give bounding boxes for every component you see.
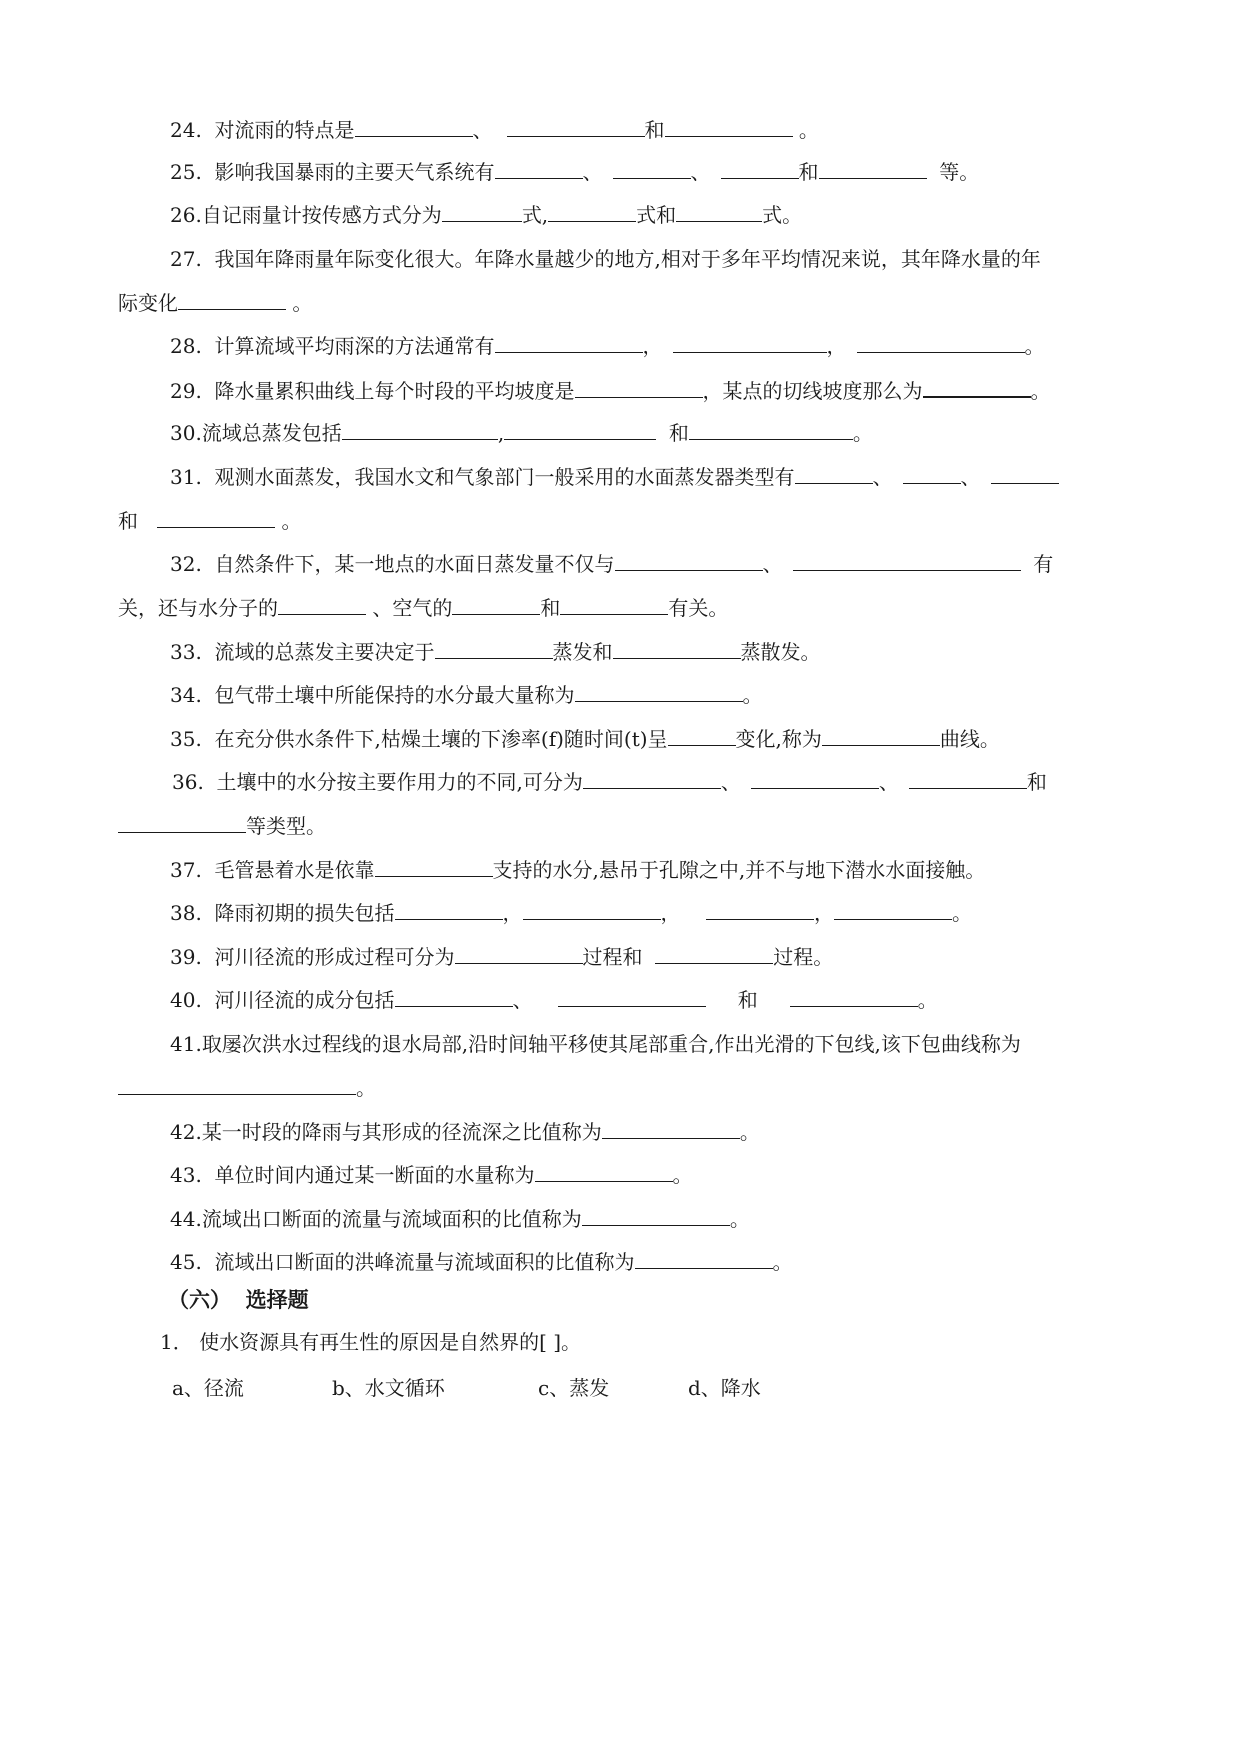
option-d[interactable]: d、降水: [688, 1376, 761, 1400]
question-25: 25. 影响我国暴雨的主要天气系统有 、 、 和 等。: [170, 160, 980, 184]
blank[interactable]: [613, 160, 691, 179]
blank[interactable]: [857, 334, 1025, 353]
blank[interactable]: [665, 118, 793, 137]
blank[interactable]: [923, 378, 1031, 398]
option-b[interactable]: b、水文循环: [332, 1376, 445, 1400]
option-a[interactable]: a、径流: [172, 1376, 244, 1400]
blank[interactable]: [793, 552, 1021, 571]
blank[interactable]: [903, 465, 961, 484]
blank[interactable]: [495, 160, 583, 179]
blank[interactable]: [909, 770, 1027, 789]
blank[interactable]: [655, 945, 773, 964]
blank[interactable]: [575, 379, 703, 398]
question-29: 29. 降水量累积曲线上每个时段的平均坡度是 ，某点的切线坡度那么为 。: [170, 379, 1051, 403]
question-26: 26.自记雨量计按传感方式分为 式, 式和 式。: [170, 203, 803, 227]
blank[interactable]: [558, 988, 706, 1007]
blank[interactable]: [118, 1076, 356, 1095]
blank[interactable]: [795, 465, 873, 484]
blank[interactable]: [706, 901, 814, 920]
blank[interactable]: [395, 988, 513, 1007]
blank[interactable]: [355, 118, 473, 137]
blank[interactable]: [395, 901, 503, 920]
blank[interactable]: [342, 421, 498, 440]
question-30: 30.流域总蒸发包括 , 和 。: [170, 421, 873, 445]
blank[interactable]: [278, 596, 366, 615]
option-c[interactable]: c、蒸发: [538, 1376, 610, 1400]
blank[interactable]: [118, 814, 246, 833]
question-41-cont: 。: [118, 1076, 376, 1100]
question-34: 34. 包气带土壤中所能保持的水分最大量称为 。: [170, 683, 763, 707]
question-39: 39. 河川径流的形成过程可分为 过程和 过程。: [170, 945, 834, 969]
blank[interactable]: [507, 118, 645, 137]
blank[interactable]: [673, 334, 827, 353]
blank[interactable]: [819, 160, 927, 179]
question-41: 41.取屡次洪水过程线的退水局部,沿时间轴平移使其尾部重合,作出光滑的下包线,该下包曲线称为: [170, 1032, 1021, 1056]
blank[interactable]: [602, 1120, 740, 1139]
question-45: 45. 流域出口断面的洪峰流量与流域面积的比值称为 。: [170, 1250, 793, 1274]
question-27-cont: 际变化 。: [118, 291, 313, 315]
question-31-cont: 和 。: [118, 509, 302, 533]
question-44: 44.流域出口断面的流量与流域面积的比值称为 。: [170, 1207, 750, 1231]
question-42: 42.某一时段的降雨与其形成的径流深之比值称为 。: [170, 1120, 760, 1144]
blank[interactable]: [375, 858, 493, 877]
blank[interactable]: [751, 770, 879, 789]
blank[interactable]: [548, 203, 636, 222]
section-heading: （六） 选择题: [168, 1288, 309, 1312]
blank[interactable]: [157, 509, 275, 528]
question-43: 43. 单位时间内通过某一断面的水量称为 。: [170, 1163, 693, 1187]
blank[interactable]: [583, 770, 721, 789]
blank[interactable]: [455, 945, 583, 964]
blank[interactable]: [613, 640, 741, 659]
blank[interactable]: [615, 552, 763, 571]
question-32-cont: 关，还与水分子的 、空气的 和 有关。: [118, 596, 729, 620]
blank[interactable]: [635, 1250, 773, 1269]
blank[interactable]: [435, 640, 553, 659]
blank[interactable]: [495, 334, 643, 353]
mc-question-1: 1． 使水资源具有再生性的原因是自然界的[ ]。: [160, 1330, 582, 1354]
blank[interactable]: [504, 421, 656, 440]
question-32: 32. 自然条件下，某一地点的水面日蒸发量不仅与 、 有: [170, 552, 1054, 576]
blank[interactable]: [834, 901, 952, 920]
blank[interactable]: [452, 596, 540, 615]
blank[interactable]: [523, 901, 661, 920]
blank[interactable]: [535, 1163, 673, 1182]
question-38: 38. 降雨初期的损失包括 ， ， ， 。: [170, 901, 972, 925]
blank[interactable]: [676, 203, 762, 222]
blank[interactable]: [721, 160, 799, 179]
blank[interactable]: [790, 988, 918, 1007]
blank[interactable]: [582, 1207, 730, 1226]
blank[interactable]: [178, 291, 286, 310]
blank[interactable]: [575, 683, 743, 702]
question-24: 24. 对流雨的特点是 、 和 。: [170, 118, 819, 142]
blank[interactable]: [991, 465, 1059, 484]
question-40: 40. 河川径流的成分包括 、 和 。: [170, 988, 938, 1012]
mc-options-1: [172, 1376, 808, 1400]
blank[interactable]: [822, 727, 940, 746]
blank[interactable]: [668, 727, 736, 746]
blank[interactable]: [689, 421, 853, 440]
question-27: 27. 我国年降雨量年际变化很大。年降水量越少的地方,相对于多年平均情况来说，其年降水量的年: [170, 247, 1041, 271]
question-36-cont: 等类型。: [118, 814, 326, 838]
question-33: 33. 流域的总蒸发主要决定于 蒸发和 蒸散发。: [170, 640, 821, 664]
blank[interactable]: [442, 203, 522, 222]
question-36: 36. 土壤中的水分按主要作用力的不同,可分为 、 、 和: [172, 770, 1047, 794]
blank[interactable]: [560, 596, 668, 615]
question-37: 37. 毛管悬着水是依靠 支持的水分,悬吊于孔隙之中,并不与地下潜水水面接触。: [170, 858, 986, 882]
question-28: 28. 计算流域平均雨深的方法通常有 ， ， 。: [170, 334, 1045, 358]
question-31: 31. 观测水面蒸发，我国水文和气象部门一般采用的水面蒸发器类型有 、 、: [170, 465, 1059, 489]
question-35: 35. 在充分供水条件下,枯燥土壤的下渗率(f)随时间(t)呈 变化,称为 曲线。: [170, 727, 1000, 751]
